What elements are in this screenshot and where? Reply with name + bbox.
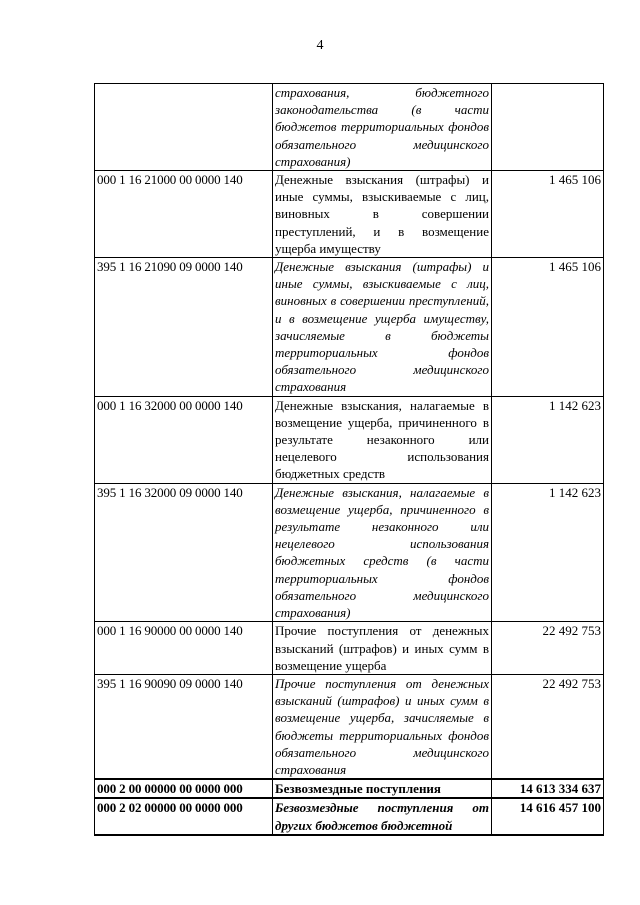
table-row: [95, 674, 604, 779]
table-row: [95, 622, 604, 675]
table-row: [95, 84, 604, 171]
table-row: [95, 396, 604, 483]
budget-revenue-table: [94, 83, 604, 836]
row-name: страхования, бюджетного законодательства (в части бюджетов территориальных фондов обязательного медицинского страхования): [273, 84, 492, 171]
row-code: 395 1 16 21090 09 0000 140: [95, 258, 273, 397]
row-amount: 22 492 753: [492, 622, 604, 675]
row-amount: 14 613 334 637: [492, 779, 604, 798]
table-row: [95, 798, 604, 834]
row-name: Прочие поступления от денежных взысканий (штрафов) и иных сумм в возмещение ущерба: [273, 622, 492, 675]
row-amount: 22 492 753: [492, 674, 604, 779]
row-code: 000 1 16 32000 00 0000 140: [95, 396, 273, 483]
row-name: Безвозмездные поступления: [273, 779, 492, 798]
table-row: [95, 483, 604, 622]
row-name: Прочие поступления от денежных взысканий (штрафов) и иных сумм в возмещение ущерба, зачисляемые в бюджеты территориальных фондов обязательного медицинского страхования: [273, 674, 492, 779]
row-amount: [492, 84, 604, 171]
table-row: [95, 258, 604, 397]
table-row: [95, 171, 604, 258]
row-name: Безвозмездные поступления от других бюджетов бюджетной: [273, 798, 492, 834]
row-amount: 1 465 106: [492, 171, 604, 258]
table-row: [95, 779, 604, 798]
page-number: 4: [316, 38, 324, 53]
row-name: Денежные взыскания, налагаемые в возмещение ущерба, причиненного в результате незаконного или нецелевого использования бюджетных средств: [273, 396, 492, 483]
row-name: Денежные взыскания, налагаемые в возмещение ущерба, причиненного в результате незаконного или нецелевого использования бюджетных средств (в части территориальных фондов обязательного медицинского страхования): [273, 483, 492, 622]
row-amount: 1 142 623: [492, 483, 604, 622]
row-amount: 1 465 106: [492, 258, 604, 397]
row-amount: 14 616 457 100: [492, 798, 604, 834]
row-code: 000 2 00 00000 00 0000 000: [95, 779, 273, 798]
row-code: 395 1 16 32000 09 0000 140: [95, 483, 273, 622]
row-name: Денежные взыскания (штрафы) и иные суммы, взыскиваемые с лиц, виновных в совершении преступлений, и в возмещение ущерба имуществу, зачисляемые в бюджеты территориальных фондов обязательного медицинского страхования: [273, 258, 492, 397]
row-code: 000 1 16 90000 00 0000 140: [95, 622, 273, 675]
row-code: 000 2 02 00000 00 0000 000: [95, 798, 273, 834]
row-name: Денежные взыскания (штрафы) и иные суммы, взыскиваемые с лиц, виновных в совершении преступлений, и в возмещение ущерба имуществу: [273, 171, 492, 258]
row-code: 000 1 16 21000 00 0000 140: [95, 171, 273, 258]
row-amount: 1 142 623: [492, 396, 604, 483]
row-code: 395 1 16 90090 09 0000 140: [95, 674, 273, 779]
row-code: [95, 84, 273, 171]
